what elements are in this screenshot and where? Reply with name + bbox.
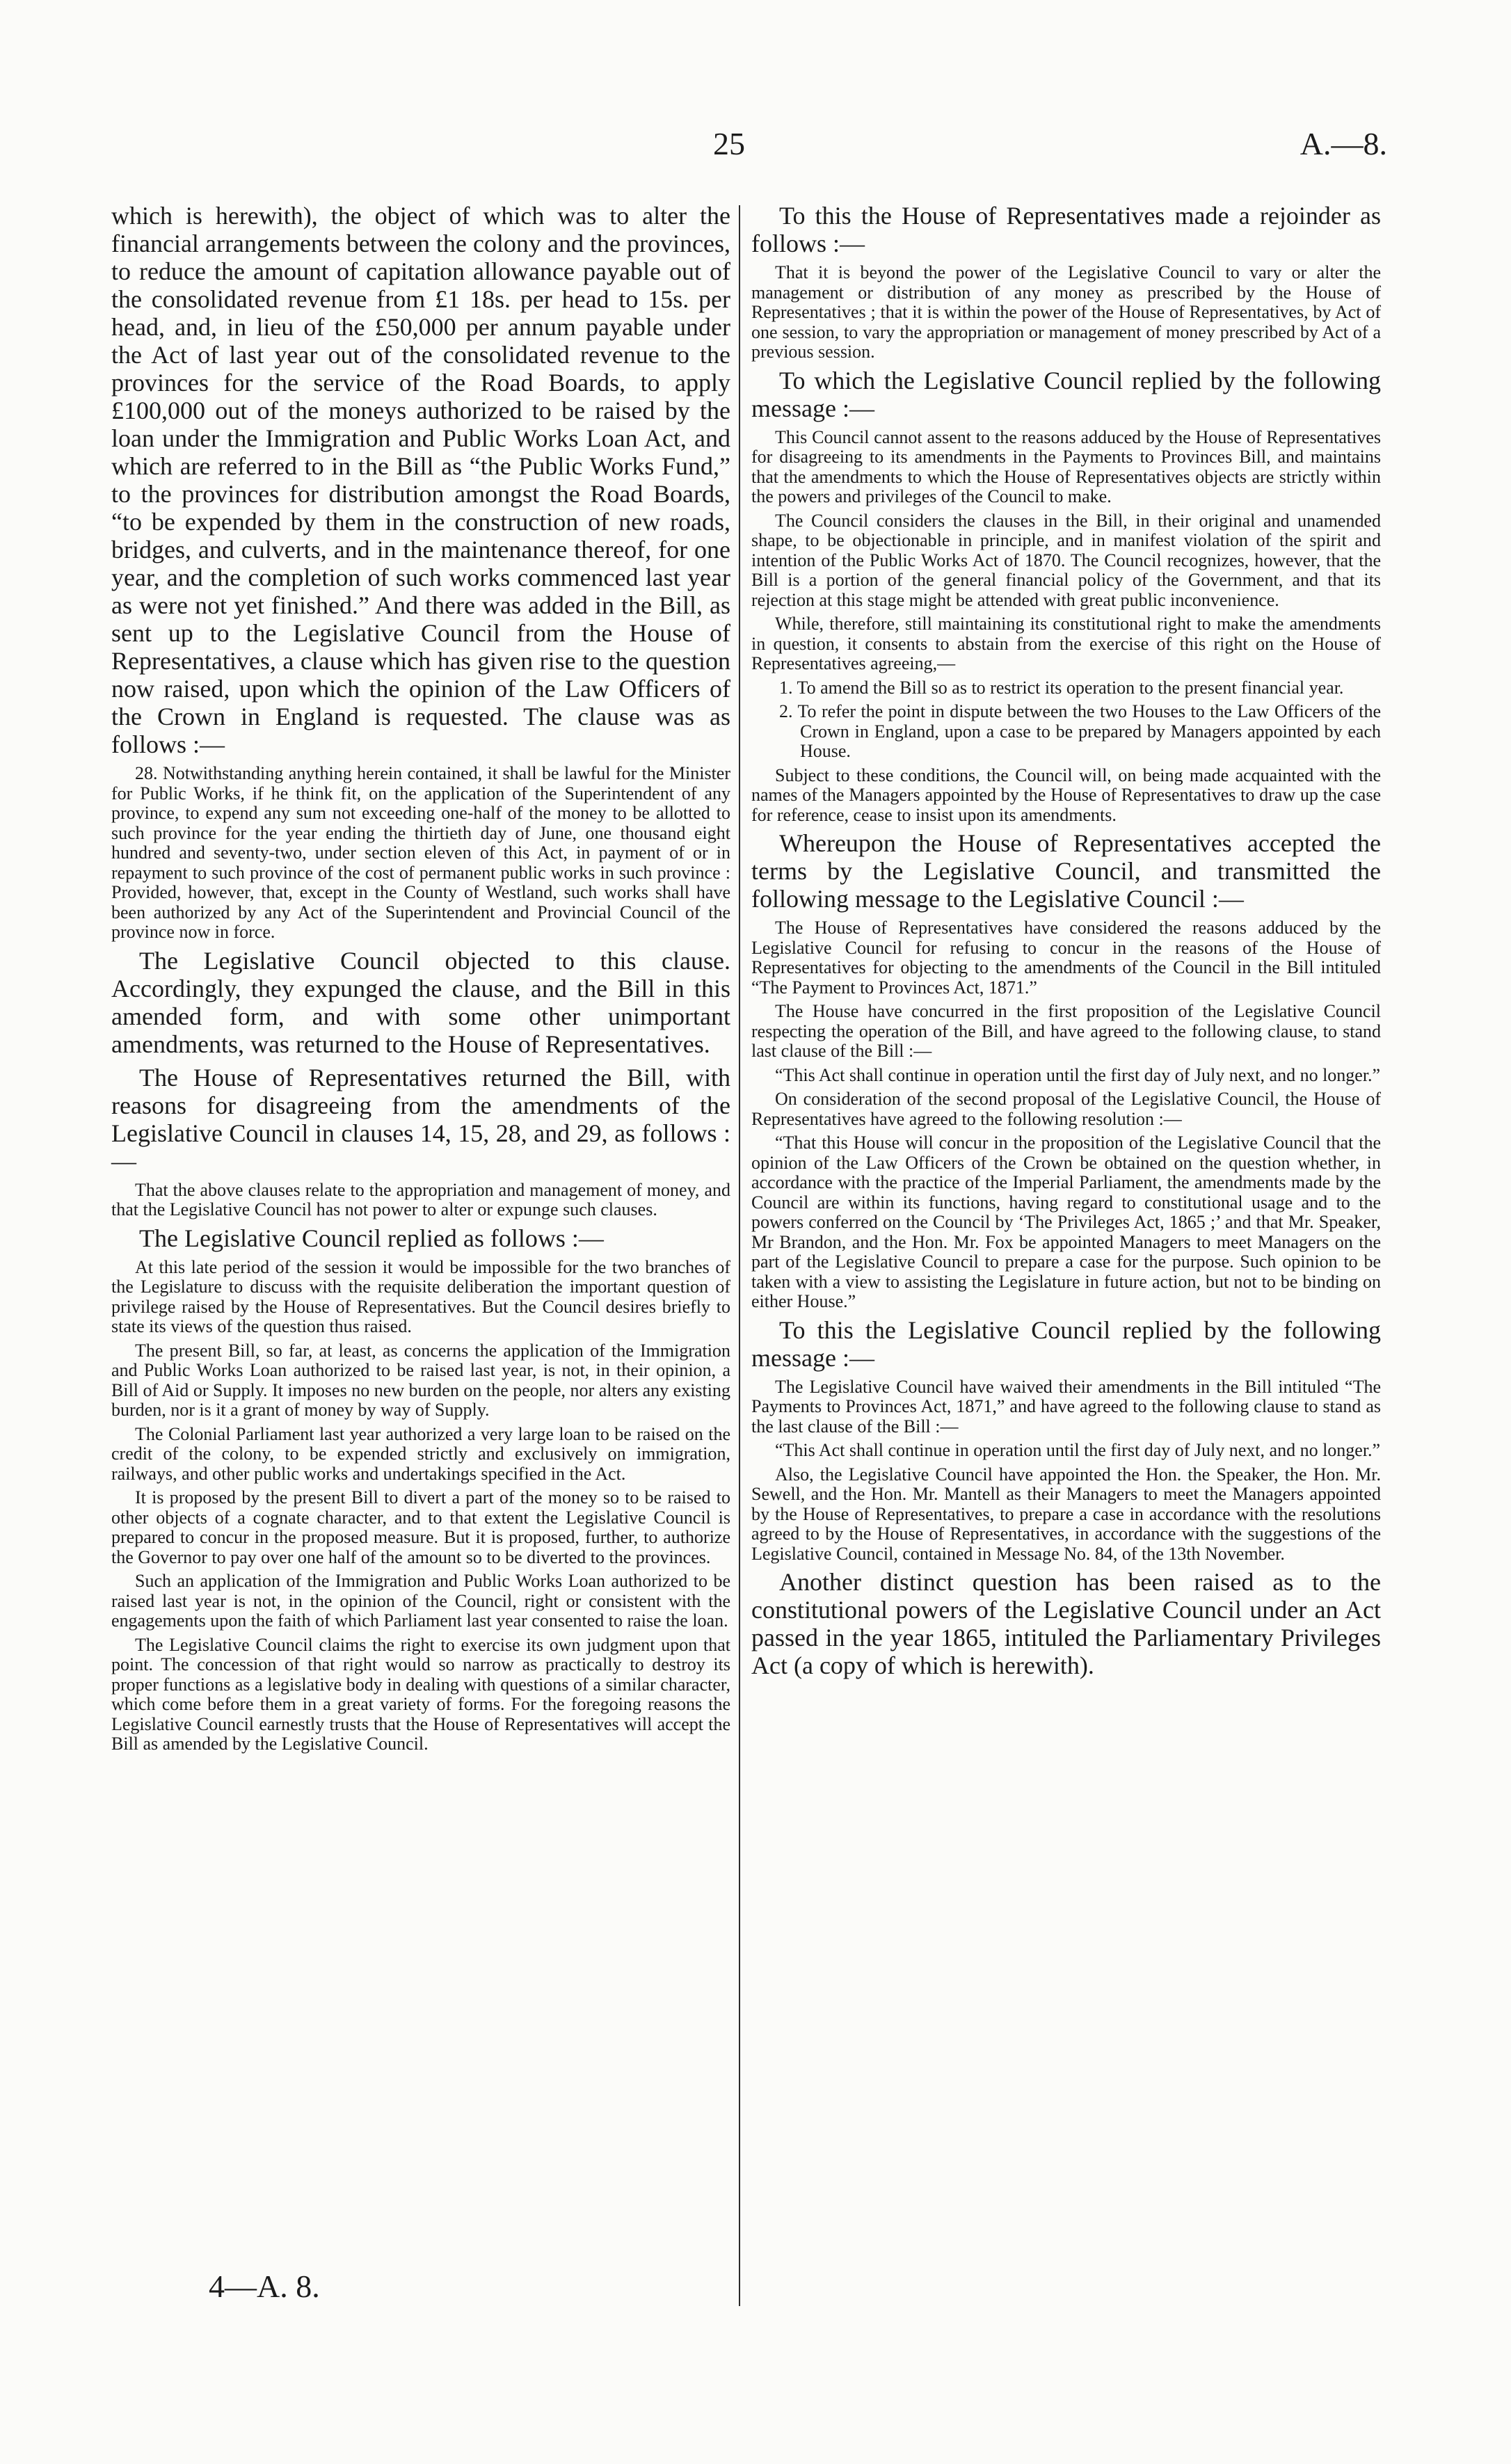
narrative-paragraph: To this the House of Representatives made a rejoinder as follows :— xyxy=(751,202,1381,257)
quoted-paragraph: The Council considers the clauses in the Bill, in their original and unamended shape, to be objectionable in principle, and in manifest violation of the spirit and intention of the Public Works Act of 1870. The Council recognizes, however, that the Bill is a portion of the general financial policy of the Government, and that its rejection at this stage might be attended with great public inconvenience. xyxy=(751,510,1381,610)
quoted-paragraph: That the above clauses relate to the appropriation and management of money, and that the Legislative Council has not power to alter or expunge such clauses. xyxy=(111,1179,730,1219)
narrative-paragraph: The Legislative Council replied as follows :— xyxy=(139,1224,604,1252)
quoted-paragraph: The Legislative Council have waived their amendments in the Bill intituled “The Payments to Provinces Act, 1871,” and have agreed to the following clause to stand as the last clause of the Bill :— xyxy=(751,1376,1381,1437)
quoted-paragraph: This Council cannot assent to the reasons adduced by the House of Representatives for disagreeing to its amendments in the Payments to Provinces Bill, and maintains that the amendments to which the House of Representatives objects are strictly within the powers and privileges of the Council to make. xyxy=(751,426,1381,506)
narrative-paragraph: To which the Legislative Council replied by the following message :— xyxy=(751,366,1381,422)
quoted-paragraph: While, therefore, still maintaining its constitutional right to make the amendments in question, it consents to abstain from the exercise of this right on the House of Representatives agreeing,— xyxy=(751,614,1381,673)
quoted-paragraph: The Legislative Council claims the right to exercise its own judgment upon that point. The concession of that right would so narrow as practically to destroy its proper functions as a legislative body in dealing with questions of a similar character, which come before them in a great variety of forms. For the foregoing reasons the Legislative Council earnestly trusts that the House of Representatives will accept the Bill as amended by the Legislative Council. xyxy=(111,1634,730,1754)
page-number: 25 xyxy=(713,126,745,161)
page-header xyxy=(0,125,1511,174)
signature-mark: 4—A. 8. xyxy=(209,2269,320,2304)
quoted-paragraph: The House have concurred in the first proposition of the Legislative Council respecting the operation of the Bill, and have agreed to the following clause, to stand last clause of the Bill :— xyxy=(751,1001,1381,1061)
document-reference: A.—8. xyxy=(1300,126,1387,161)
quoted-paragraph: On consideration of the second proposal of the Legislative Council, the House of Representatives have agreed to the following resolution :— xyxy=(751,1089,1381,1129)
narrative-paragraph: The Legislative Council objected to this clause. Accordingly, they expunged the clause, and the Bill in this amended form, and with some other unimportant amendments, was returned to the House of Representatives. xyxy=(111,946,730,1058)
quoted-paragraph: “This Act shall continue in operation until the first day of July next, and no longer.” xyxy=(775,1064,1381,1085)
quoted-paragraph: That it is beyond the power of the Legislative Council to vary or alter the management or distribution of any money as prescribed by the House of Representatives ; that it is within the power of the House of Representatives, by Act of one session, to vary the appropriation or management of money prescribed by Act of a previous session. xyxy=(751,262,1381,362)
quoted-paragraph: The present Bill, so far, at least, as concerns the application of the Immigration and Public Works Loan authorized to be raised last year, is not, in their opinion, a Bill of Aid or Supply. It imposes no new burden on the people, nor alters any existing burden, nor is it a grant of money by way of Supply. xyxy=(111,1340,730,1420)
narrative-paragraph: Another distinct question has been raised as to the constitutional powers of the Legislative Council under an Act passed in the year 1865, intituled the Parliamentary Privileges Act (a copy of which is herewith). xyxy=(751,1568,1381,1679)
quoted-paragraph: 1. To amend the Bill so as to restrict its operation to the present financial year. xyxy=(779,677,1344,698)
quoted-paragraph: It is proposed by the present Bill to divert a part of the money so to be raised to other objects of a cognate character, and to that extent the Legislative Council is prepared to concur in the proposed measure. But it is proposed, further, to authorize the Governor to pay over one half of the amount so to be diverted to the provinces. xyxy=(111,1487,730,1567)
quoted-paragraph: The Colonial Parliament last year authorized a very large loan to be raised on the credit of the colony, to be expended strictly and exclusively on immigration, railways, and other public works and undertakings specified in the Act. xyxy=(111,1423,730,1484)
quoted-paragraph: Also, the Legislative Council have appointed the Hon. the Speaker, the Hon. Mr. Sewell, and the Hon. Mr. Mantell as their Managers to meet the Managers appointed by the House of Representatives, to prepare a case in accordance with the resolutions agreed to by the House of Representatives, in accordance with the suggestions of the Legislative Council, contained in Message No. 84, of the 13th November. xyxy=(751,1464,1381,1564)
quoted-paragraph: The House of Representatives have considered the reasons adduced by the Legislative Council for refusing to concur in the reasons of the House of Representatives for objecting to the amendments of the Council in the Bill intituled “The Payment to Provinces Act, 1871.” xyxy=(751,918,1381,998)
quoted-paragraph: “That this House will concur in the proposition of the Legislative Council that the opinion of the Law Officers of the Crown be obtained on the question whether, in accordance with the practice of the Imperial Parliament, the amendments made by the Council are within its functions, having regard to constitutional usage and to the powers conferred on the Council by ‘The Privileges Act, 1865 ;’ and that Mr. Speaker, Mr Brandon, and the Hon. Mr. Fox be appointed Managers to meet Managers on the part of the Legislative Council to prepare a case for the purpose. Such opinion to be taken with a view to assisting the Legislature in future action, but not to be binding on either House.” xyxy=(751,1133,1381,1311)
quoted-paragraph: “This Act shall continue in operation until the first day of July next, and no longer.” xyxy=(775,1440,1381,1460)
quoted-paragraph: Such an application of the Immigration and Public Works Loan authorized to be raised last year is not, in the opinion of the Council, right or consistent with the engagements upon the faith of which Parliament last year consented to raise the loan. xyxy=(111,1571,730,1631)
narrative-paragraph: The House of Representatives returned the Bill, with reasons for disagreeing from the amendments of the Legislative Council in clauses 14, 15, 28, and 29, as follows :— xyxy=(111,1063,730,1175)
quoted-paragraph: Subject to these conditions, the Council will, on being made acquainted with the names of the Managers appointed by the House of Representatives to draw up the case for reference, cease to insist upon its amendments. xyxy=(751,765,1381,825)
quoted-paragraph: 2. To refer the point in dispute between the two Houses to the Law Officers of the Crown in England, upon a case to be prepared by Managers appointed by each House. xyxy=(779,701,1381,761)
narrative-paragraph: To this the Legislative Council replied by the following message :— xyxy=(751,1315,1381,1372)
narrative-paragraph: Whereupon the House of Representatives accepted the terms by the Legislative Council, and transmitted the following message to the Legislative Council :— xyxy=(751,829,1381,913)
narrative-paragraph: which is herewith), the object of which was to alter the financial arrangements between the colony and the provinces, to reduce the amount of capitation allowance payable out of the consolidated revenue from £1 18s. per head to 15s. per head, and, in lieu of the £50,000 per annum payable under the Act of last year out of the consolidated revenue to the provinces for the service of the Road Boards, to apply £100,000 out of the moneys authorized to be raised by the loan under the Immigration and Public Works Loan Act, and which are referred to in the Bill as “the Public Works Fund,” to the provinces for distribution amongst the Road Boards, “to be expended by them in the construction of new roads, bridges, and culverts, and in the maintenance thereof, for one year, and the completion of such works commenced last year as were not yet finished.” And there was added in the Bill, as sent up to the Legislative Council from the House of Representatives, a clause which has given rise to the question now raised, upon which the opinion of the Law Officers of the Crown in England is requested. The clause was as follows :— xyxy=(111,202,730,758)
quoted-paragraph: 28. Notwithstanding anything herein contained, it shall be lawful for the Minister for Public Works, if he think fit, on the application of the Superintendent of any province, to expend any sum not exceeding one-half of the money to be allotted to such province for the year ending the thirtieth day of June, one thousand eight hundred and seventy-two, under section eleven of this Act, in payment of or in repayment to such province of the cost of permanent public works in such province : Provided, however, that, except in the County of Westland, such works shall have been authorized by any Act of the Superintendent and Provincial Council of the province now in force. xyxy=(111,763,730,942)
right-column xyxy=(751,202,1381,1685)
left-column xyxy=(111,202,730,1759)
quoted-paragraph: At this late period of the session it would be impossible for the two branches of the Legislature to discuss with the requisite deliberation the important question of privilege raised by the House of Representatives. But the Council desires briefly to state its views of the question thus raised. xyxy=(111,1256,730,1336)
column-divider xyxy=(739,205,740,2306)
